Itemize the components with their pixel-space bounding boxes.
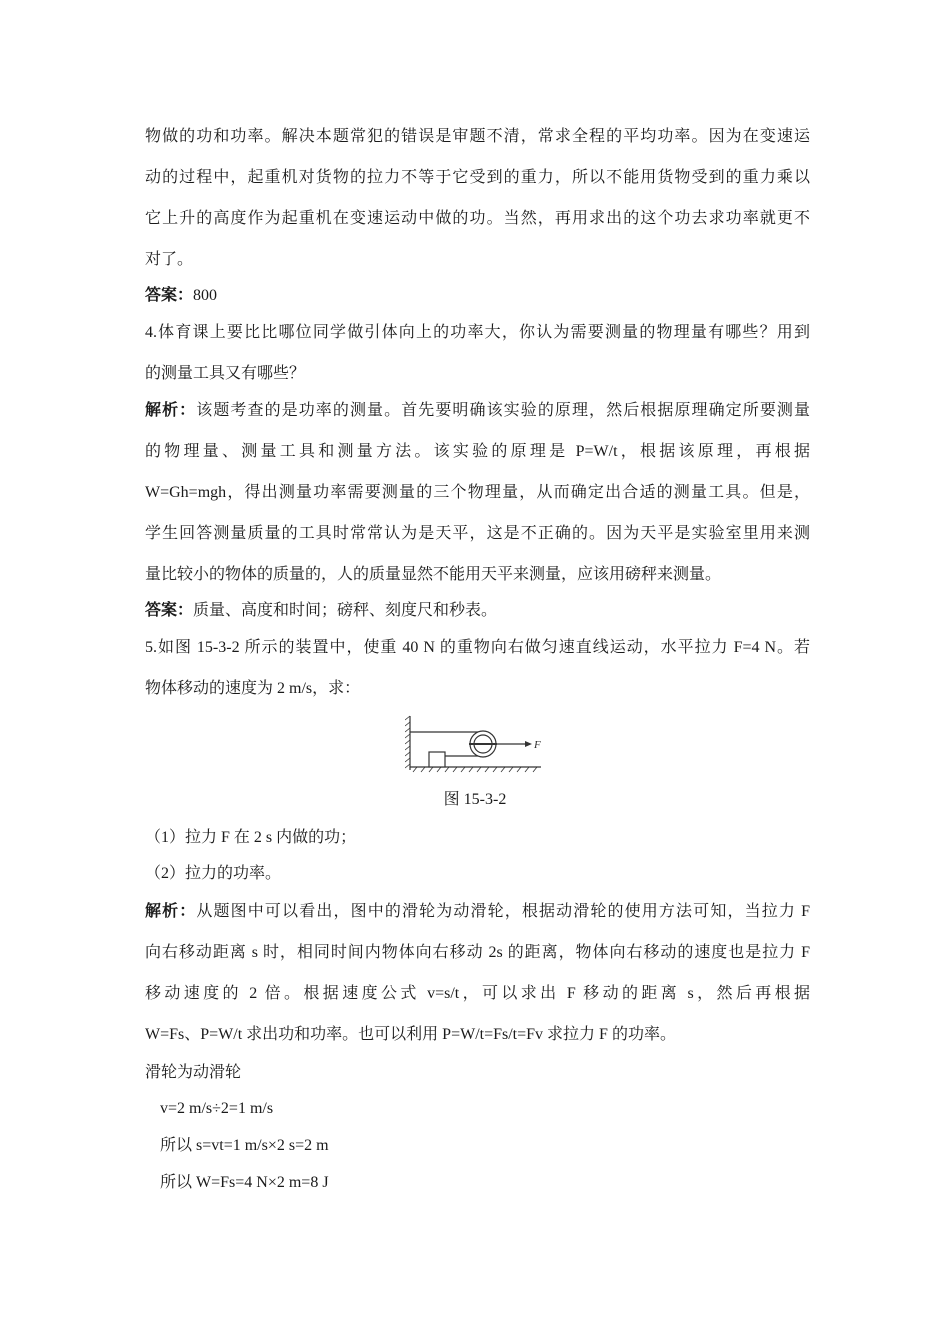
- paragraph-line: 它上升的高度作为起重机在变速运动中做的功。当然，再用求出的这个功去求功率就更不: [145, 210, 810, 227]
- analysis-line: 移动速度的 2 倍。根据速度公式 v=s/t，可以求出 F 移动的距离 s，然后再根据: [145, 985, 810, 1002]
- analysis-line: 学生回答测量质量的工具时常常认为是天平，这是不正确的。因为天平是实验室里用来测: [145, 525, 810, 542]
- block: [429, 752, 445, 767]
- analysis-line: 的物理量、测量工具和测量方法。该实验的原理是 P=W/t，根据该原理，再根据: [145, 443, 810, 460]
- paragraph-line: 物做的功和功率。解决本题常犯的错误是审题不清，常求全程的平均功率。因为在变速运: [145, 128, 810, 145]
- answer-line: [145, 601, 810, 621]
- analysis-label: 解析：: [145, 903, 197, 920]
- analysis-text: 该题考查的是功率的测量。首先要明确该实验的原理，然后根据原理确定所要测量: [196, 402, 810, 419]
- wall-hatch: [405, 716, 410, 768]
- answer-label: 答案：: [145, 602, 194, 619]
- analysis-line: 向右移动距离 s 时，相同时间内物体向右移动 2s 的距离，物体向右移动的速度也是拉力 F: [145, 944, 810, 961]
- figure-caption: 图 15-3-2: [443, 791, 507, 808]
- analysis-text: 从题图中可以看出，图中的滑轮为动滑轮，根据动滑轮的使用方法可知，当拉力 F: [196, 903, 810, 920]
- analysis-line: W=Gh=mgh，得出测量功率需要测量的三个物理量，从而确定出合适的测量工具。但是，: [145, 484, 810, 501]
- floor-hatch: [413, 767, 537, 772]
- question-line: 5.如图 15-3-2 所示的装置中，使重 40 N 的重物向右做匀速直线运动，水平拉力 F=4 N。若: [145, 639, 810, 656]
- question-line: 4.体育课上要比比哪位同学做引体向上的功率大，你认为需要测量的物理量有哪些？用到: [145, 324, 810, 341]
- solution-line: 滑轮为动滑轮: [145, 1064, 242, 1081]
- solution-line: 所以 W=Fs=4 N×2 m=8 J: [160, 1174, 329, 1191]
- question-line: 的测量工具又有哪些？: [145, 365, 306, 382]
- solution-line: v=2 m/s÷2=1 m/s: [160, 1100, 274, 1117]
- question-line: 物体移动的速度为 2 m/s，求：: [145, 680, 361, 697]
- answer-label: 答案：: [145, 287, 194, 304]
- pulley-diagram: [405, 712, 545, 774]
- analysis-line: [145, 401, 810, 421]
- force-arrowhead: [525, 741, 532, 747]
- analysis-label: 解析：: [145, 402, 197, 419]
- analysis-line: [145, 902, 810, 922]
- paragraph-line: 动的过程中，起重机对货物的拉力不等于它受到的重力，所以不能用货物受到的重力乘以: [145, 169, 810, 186]
- analysis-line: W=Fs、P=W/t 求出功和功率。也可以利用 P=W/t=Fs/t=Fv 求拉力 F 的功率。: [145, 1026, 676, 1043]
- subquestion-line: （1）拉力 F 在 2 s 内做的功；: [145, 829, 357, 846]
- analysis-line: 量比较小的物体的质量的，人的质量显然不能用天平来测量，应该用磅秤来测量。: [145, 566, 722, 583]
- force-label: F: [534, 739, 541, 751]
- answer-value: 质量、高度和时间；磅秤、刻度尺和秒表。: [193, 602, 498, 619]
- answer-line: [145, 286, 810, 306]
- answer-value: 800: [193, 287, 218, 304]
- solution-line: 所以 s=vt=1 m/s×2 s=2 m: [160, 1137, 329, 1154]
- paragraph-line: 对了。: [145, 251, 194, 268]
- subquestion-line: （2）拉力的功率。: [145, 865, 282, 882]
